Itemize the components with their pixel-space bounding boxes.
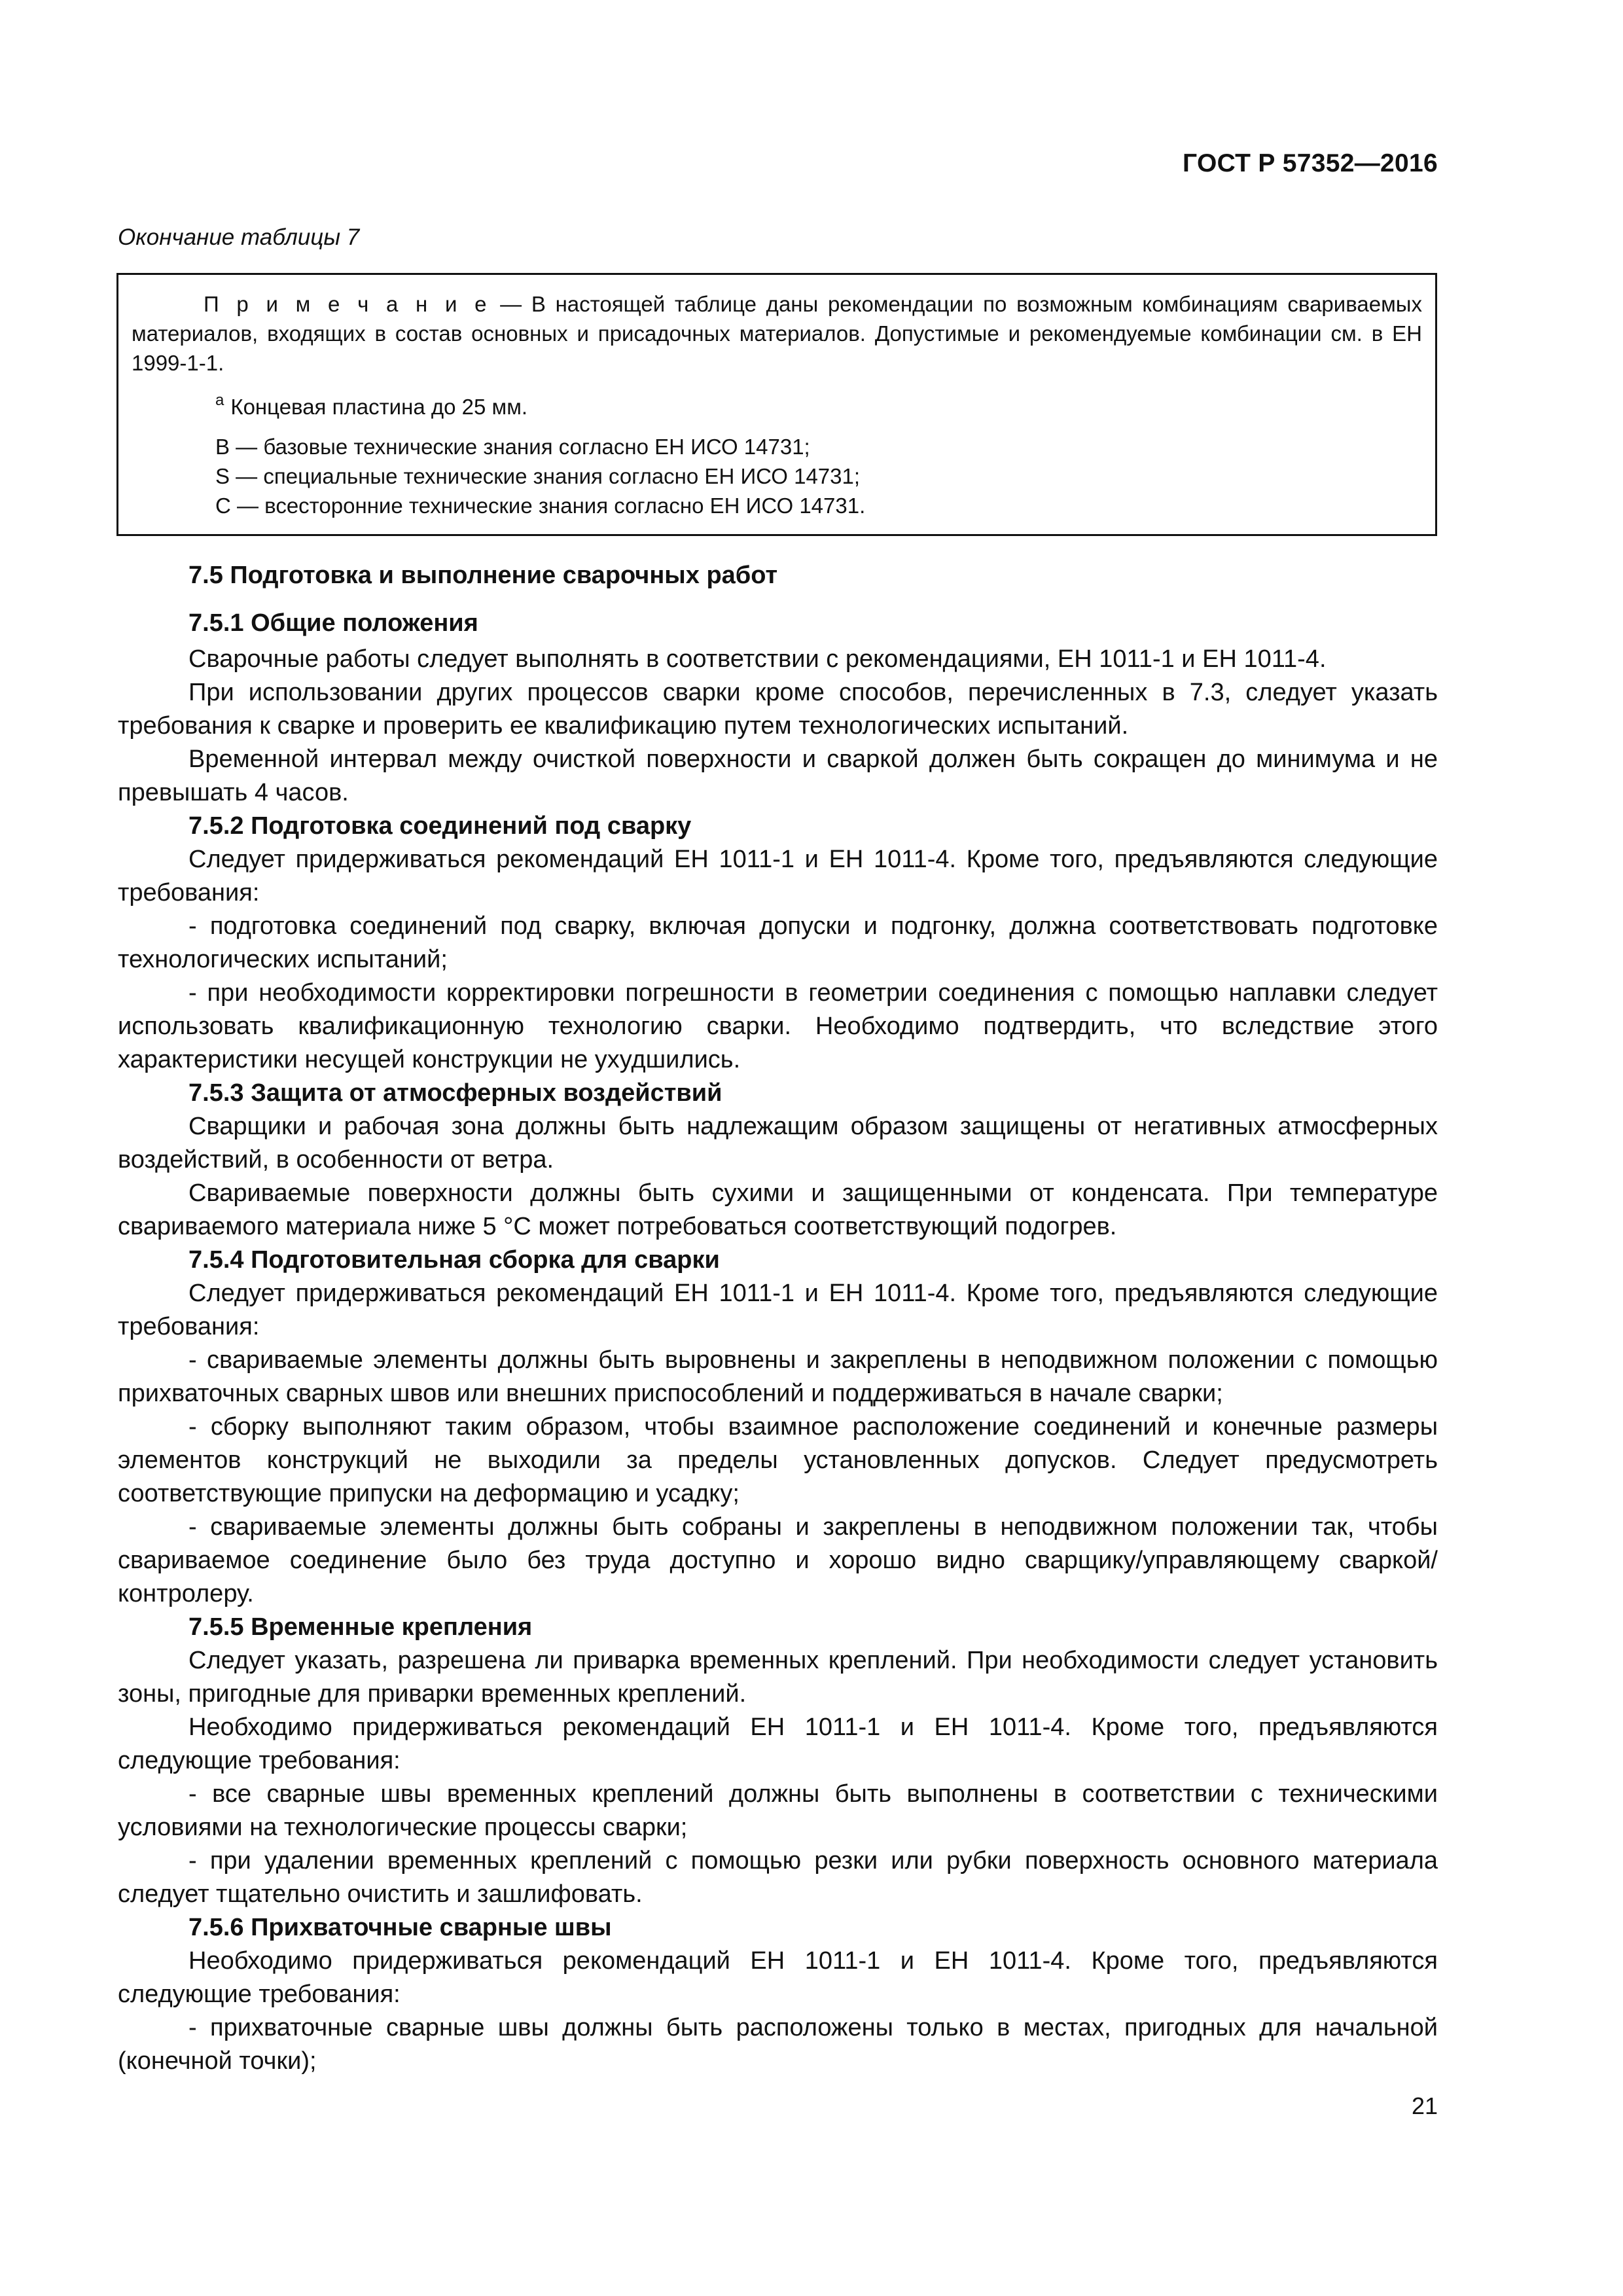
- paragraph: Временной интервал между очисткой поверхности и сваркой должен быть сокращен до минимума и не превышать 4 часов.: [118, 745, 1438, 806]
- paragraph: Следует придерживаться рекомендаций ЕН 1011-1 и ЕН 1011-4. Кроме того, предъявляются следующие требования:: [118, 1280, 1438, 1340]
- note-paragraph: [132, 289, 1422, 378]
- paragraph: Свариваемые поверхности должны быть сухими и защищенными от конденсата. При температуре свариваемого материала ниже 5 °С может потребоваться соответствующий подогрев.: [118, 1179, 1438, 1240]
- section-heading-7-5-4: 7.5.4 Подготовительная сборка для сварки: [188, 1246, 720, 1274]
- paragraph: При использовании других процессов сварки кроме способов, перечисленных в 7.3, следует указать требования к сварке и проверить ее квалификацию путем технологических испытаний.: [118, 679, 1438, 740]
- paragraph: Сварщики и рабочая зона должны быть надлежащим образом защищены от негативных атмосферных воздействий, в особенности от ветра.: [118, 1113, 1438, 1174]
- section-heading-7-5-1: 7.5.1 Общие положения: [188, 609, 478, 637]
- paragraph: Необходимо придерживаться рекомендаций ЕН 1011-1 и ЕН 1011-4. Кроме того, предъявляются следующие требования:: [118, 1713, 1438, 1774]
- section-heading-7-5-3: 7.5.3 Защита от атмосферных воздействий: [188, 1079, 722, 1107]
- list-item: - прихваточные сварные швы должны быть расположены только в местах, пригодных для начальной (конечной точки);: [118, 2014, 1438, 2075]
- list-item: - при удалении временных креплений с помощью резки или рубки поверхность основного материала следует тщательно очистить и зашлифовать.: [118, 1847, 1438, 1908]
- list-item: - сборку выполняют таким образом, чтобы взаимное расположение соединений и конечные размеры элементов конструкций не выходили за пределы установленных допусков. Следует предусмотреть соответствующие припуски на деформацию и усадку;: [118, 1413, 1438, 1507]
- note-item: В — базовые технические знания согласно ЕН ИСО 14731;: [215, 435, 810, 459]
- paragraph: Следует придерживаться рекомендаций ЕН 1011-1 и ЕН 1011-4. Кроме того, предъявляются следующие требования:: [118, 846, 1438, 906]
- note-title: П р и м е ч а н и е: [204, 292, 491, 316]
- table-continuation-label: Окончание таблицы 7: [118, 224, 360, 250]
- note-footnote: [132, 387, 1422, 422]
- list-item: - свариваемые элементы должны быть выровнены и закреплены в неподвижном положении с помощью прихваточных сварных швов или внешних приспособлений и поддерживаться в начале сварки;: [118, 1346, 1438, 1407]
- main-content: [118, 550, 1438, 2078]
- section-heading-7-5-2: 7.5.2 Подготовка соединений под сварку: [188, 812, 692, 840]
- note-item: S — специальные технические знания согласно ЕН ИСО 14731;: [215, 464, 861, 488]
- section-heading-7-5-6: 7.5.6 Прихваточные сварные швы: [188, 1914, 612, 1941]
- list-item: - подготовка соединений под сварку, включая допуски и подгонку, должна соответствовать подготовке технологических испытаний;: [118, 912, 1438, 973]
- section-heading-7-5: 7.5 Подготовка и выполнение сварочных работ: [188, 562, 778, 589]
- page-number: 21: [1411, 2092, 1438, 2119]
- note-item: С — всесторонние технические знания согласно ЕН ИСО 14731.: [215, 493, 866, 518]
- paragraph: Следует указать, разрешена ли приварка временных креплений. При необходимости следует установить зоны, пригодные для приварки временных креплений.: [118, 1647, 1438, 1708]
- list-item: - при необходимости корректировки погрешности в геометрии соединения с помощью наплавки следует использовать квалификационную технологию сварки. Необходимо подтвердить, что вследствие этого характеристики несущей конструкции не ухудшились.: [118, 979, 1438, 1073]
- document-header-id: ГОСТ Р 57352—2016: [1183, 149, 1438, 177]
- footnote-text: Концевая пластина до 25 мм.: [230, 395, 528, 419]
- list-item: - свариваемые элементы должны быть собраны и закреплены в неподвижном положении так, чтобы свариваемое соединение было без труда доступно и хорошо видно сварщику/управляющему сваркой/контролеру.: [118, 1513, 1438, 1607]
- note-text: — В настоящей таблице даны рекомендации по возможным комбинациям свариваемых материалов, входящих в состав основных и присадочных материалов. Допустимые и рекомендуемые комбинации см. в ЕН 1999-1-1.: [132, 292, 1422, 375]
- section-heading-7-5-5: 7.5.5 Временные крепления: [188, 1613, 533, 1641]
- paragraph: Необходимо придерживаться рекомендаций ЕН 1011-1 и ЕН 1011-4. Кроме того, предъявляются следующие требования:: [118, 1947, 1438, 2008]
- list-item: - все сварные швы временных креплений должны быть выполнены в соответствии с техническими условиями на технологические процессы сварки;: [118, 1780, 1438, 1841]
- footnote-mark: а: [215, 391, 224, 409]
- table-note-box: [116, 273, 1437, 536]
- paragraph: Сварочные работы следует выполнять в соответствии с рекомендациями, ЕН 1011-1 и ЕН 1011-4.: [188, 645, 1327, 673]
